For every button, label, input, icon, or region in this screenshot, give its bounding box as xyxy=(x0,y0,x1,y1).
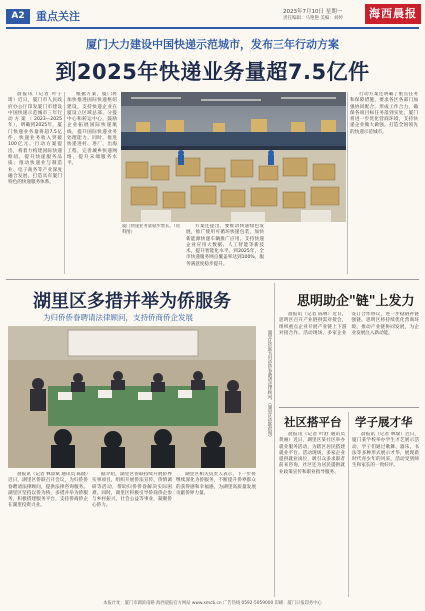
column-divider xyxy=(348,412,349,597)
article-text: 晨报讯（记者 陈林）近日，思明区召开产业链供需对接会，组织重点企业开展产业链上下游对接合作。活动现场，多家企业签订合作协议，进一步稳链补链强链。思明区将持续优化营商环境，推动产业链协同发展，为企业发展注入新动能。 xyxy=(279,312,419,336)
section-divider xyxy=(6,279,419,280)
huli-photo xyxy=(8,326,256,468)
lead-column-3 xyxy=(186,224,264,274)
article-text: 晨报讯（记者 叶子琦）近日，厦门市人民政府办公厅印发厦门市建设中国快递示范城市三年行动方案（2023—2025年），明确到2025年，厦门快递业务量将超7.5亿件，快递业务收入突破100亿元。行动方案提出，将着力构建国际快递枢纽，提升快递服务品质，推动快递业与制造业、电子商务等产业深度融合发展，打造具有厦门特色的快递服务体系。 xyxy=(8,92,62,186)
huli-subtitle: 为归侨侨眷聘请法律顾问，支持侨商侨企发展 xyxy=(43,313,193,322)
newspaper-logo: 海西晨报 xyxy=(365,4,421,24)
lead-column-4 xyxy=(350,92,418,274)
column-divider xyxy=(274,283,275,597)
page-header xyxy=(0,0,425,28)
editor-credits: 责任编辑：马艳艳 美编：刘婷 xyxy=(283,16,343,21)
article-text: 方案还提出，要推动快递绿色发展，推广使用可循环快递包装，加快新能源快递车辆推广应用。支持快递企业应用大数据、人工智能等新技术，提升智能化水平。到2025年，全市快递服务网点覆盖率达到100%，服务满意度稳步提升。 xyxy=(186,224,264,267)
study-body xyxy=(352,432,419,597)
column-name: 重点关注 xyxy=(36,10,80,23)
article-text: 据介绍，湖里区侨联持续开展侨界实事项目，组织开展侨法宣传、侨情调研等活动，帮助归侨侨眷解决实际困难。同时，湖里区积极引导侨商侨企参与乡村振兴、社会公益等事业，凝聚侨心侨力。 xyxy=(92,472,172,509)
column-divider xyxy=(347,92,348,274)
lead-photo-caption: 厦门快递业务量稳步增长。（资料图） xyxy=(122,224,181,235)
community-body xyxy=(279,432,345,597)
lead-column-2 xyxy=(67,92,117,274)
page-number: A2 xyxy=(6,9,30,24)
article-text: 晨报讯（记者 林添斌 通讯员 陈晓）近日，湖里区侨联召开会议，为归侨侨眷聘请法律顾问，提供法律咨询服务。湖里区坚持以侨为桥，多措并举为侨服务，积极搭建服务平台，支持侨商侨企在湖里投资兴业。 xyxy=(8,472,88,509)
section-divider xyxy=(279,407,419,408)
article-text: 湖里区相关负责人表示，下一步将继续深化为侨服务，不断提升侨界群众的获得感和幸福感，为湖里高质量发展贡献侨界力量。 xyxy=(176,472,256,496)
column-divider xyxy=(64,92,65,274)
issue-date: 2023年7月10日 星期一 xyxy=(283,9,343,15)
siming-headline: 思明助企"链"上发力 xyxy=(297,294,415,309)
article-text: 根据方案，厦门将加快推进国际快递枢纽建设，支持快递企业在厦设立区域总部、分拨中心和转运中心，鼓励企业拓展国际快递航线，提升国际快递业务处理能力。同时，推进快递进村、进厂、出海工程，完善城乡快递网络，提升末端服务水平。 xyxy=(67,92,117,167)
huli-photo-caption: 湖里区侨联为归侨侨眷聘请法律顾问。（湖里区侨联供图） xyxy=(267,330,272,440)
huli-column-3 xyxy=(176,472,256,597)
header-rule xyxy=(6,27,419,29)
lead-subtitle: 厦门大力建设中国快递示范城市，发布三年行动方案 xyxy=(86,38,339,51)
lead-column-1 xyxy=(8,92,62,274)
page-footer: 本报社址：厦门市湖滨南路 海西晨报官方网站 www.xmcb.cn 广告热线 0592-5059000 印刷：厦门日报印务中心 xyxy=(103,601,322,606)
lead-headline: 到2025年快递业务量超7.5亿件 xyxy=(55,60,370,84)
article-text: 行动方案还明确了重点任务和保障措施，要求各区各部门加强协同配合，形成工作合力，确保各项目标任务落到实处。厦门将进一步优化营商环境，支持快递企业做大做强，打造全国领先的快递示范城市。 xyxy=(350,92,418,135)
community-headline: 社区搭平台 xyxy=(284,415,342,429)
article-text: 晨报讯（记者 林瑞）近日，厦门某学校举办学生才艺展示活动，学子们通过歌舞、器乐、书法等多种形式展示才华，展现新时代青少年的风采，活动受到师生和家长的一致好评。 xyxy=(352,432,419,469)
lead-photo xyxy=(121,92,346,222)
huli-column-2 xyxy=(92,472,172,597)
article-text: 晨报讯（记者 叶舒 通讯员 黄丽）近日，湖里区某社区举办就业服务活动，为辖区居民搭建就业平台。活动现场，多家企业提供就业岗位，吸引众多求职者前来咨询，社区还为居民提供就业政策宣传和职业指导服务。 xyxy=(279,432,345,475)
huli-headline: 湖里区多措并举为侨服务 xyxy=(33,291,231,312)
siming-body xyxy=(279,312,419,404)
study-headline: 学子展才华 xyxy=(355,415,413,429)
huli-column-1 xyxy=(8,472,88,597)
